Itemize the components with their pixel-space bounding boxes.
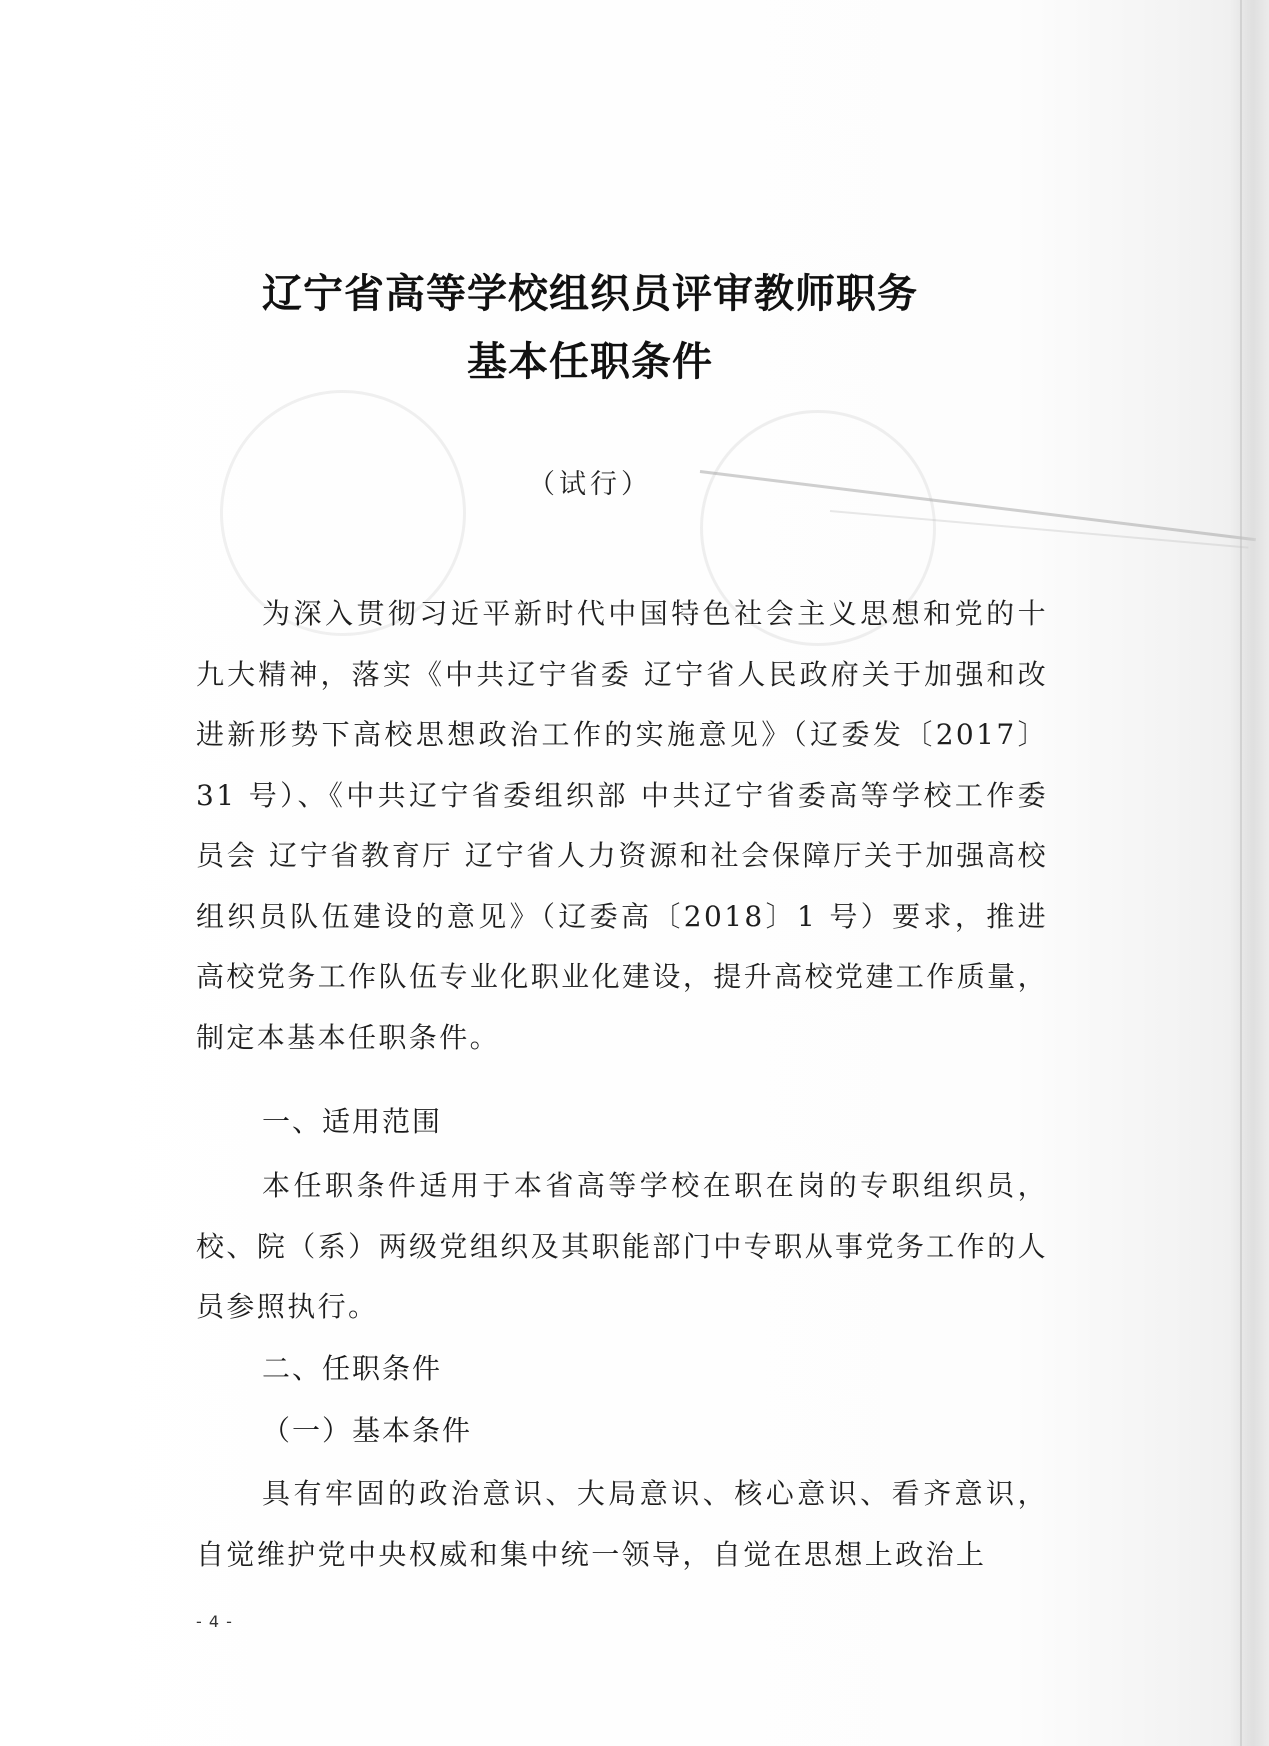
- page-number: - 4 -: [196, 1612, 233, 1631]
- page-edge-shadow: [1229, 0, 1269, 1746]
- intro-paragraph: 为深入贯彻习近平新时代中国特色社会主义思想和党的十九大精神，落实《中共辽宁省委 辽宁省人民政府关于加强和改进新形势下高校思想政治工作的实施意见》（辽委发〔2017〕31 号）、《中共辽宁省委组织部 中共辽宁省委高等学校工作委员会 辽宁省教育厅 辽宁省人力资源和社会保障厅关于加强高校组织员队伍建设的意见》（辽委高〔2018〕1 号）要求，推进高校党务工作队伍专业化职业化建设，提升高校党建工作质量，制定本基本任职条件。: [196, 597, 1048, 1054]
- document-subtitle: （试行）: [528, 469, 652, 500]
- subsection-basic-paragraph: 具有牢固的政治意识、大局意识、核心意识、看齐意识，自觉维护党中央权威和集中统一领导，自觉在思想上政治上: [196, 1477, 1048, 1571]
- document-title-line-2: 基本任职条件: [467, 339, 713, 385]
- subsection-heading-basic: （一）基本条件: [262, 1414, 473, 1447]
- document-title-line-1: 辽宁省高等学校组织员评审教师职务: [262, 271, 918, 317]
- section-heading-conditions: 二、任职条件: [262, 1352, 443, 1385]
- section-heading-scope: 一、适用范围: [262, 1105, 443, 1138]
- section-scope-paragraph: 本任职条件适用于本省高等学校在职在岗的专职组织员，校、院（系）两级党组织及其职能部门中专职从事党务工作的人员参照执行。: [196, 1169, 1048, 1323]
